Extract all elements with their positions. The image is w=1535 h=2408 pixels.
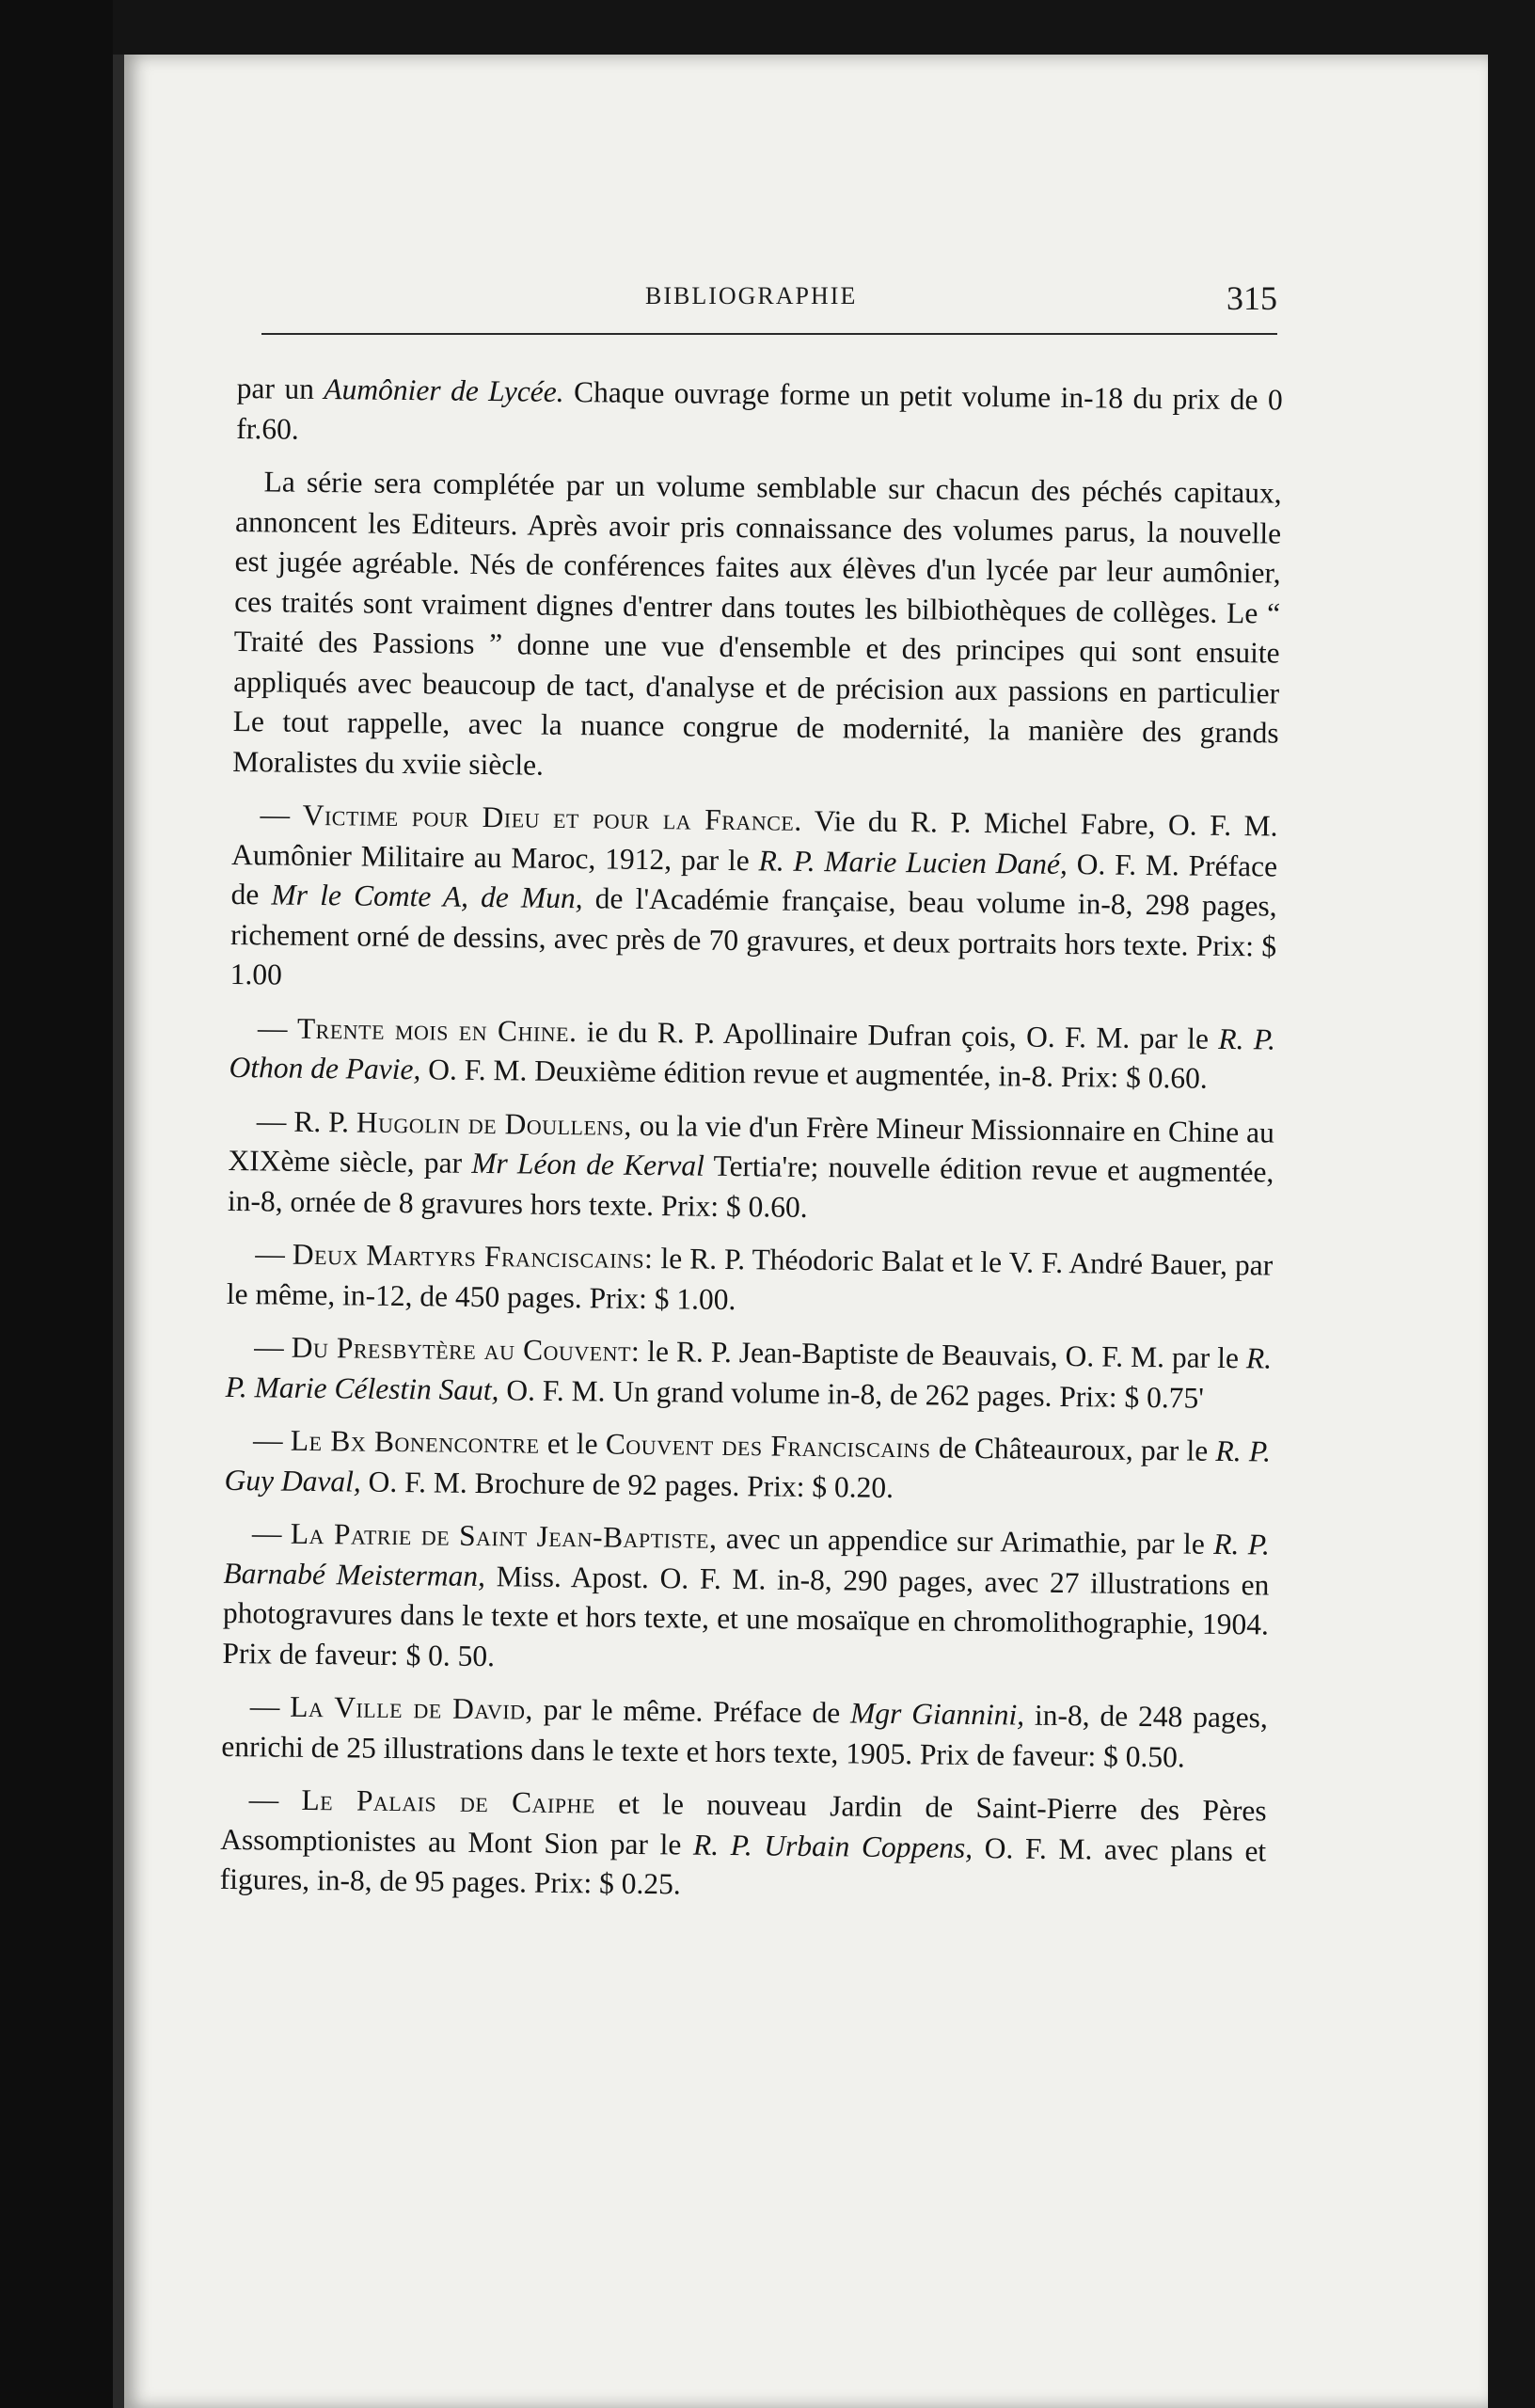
paragraph: [227, 1234, 1274, 1326]
paragraph: [221, 1687, 1268, 1779]
text-run: —: [248, 1782, 302, 1816]
text-run: ou la vie d'un Frère Mineur Missionnaire en Chine au XIXème siècle, par: [228, 1108, 1275, 1180]
text-run: Tertia're; nouvelle édition revue et augmentée, in-8, ornée de 8 gravures hors texte. Prix: $ 0.60.: [227, 1149, 1274, 1224]
entry-title: Couvent des Franciscains: [605, 1427, 931, 1465]
text-run: —: [257, 1010, 298, 1045]
text-run: et le: [539, 1426, 607, 1461]
entry-title: La Ville de David,: [290, 1689, 534, 1726]
text-run: le R. P. Jean-Baptiste de Beauvais, O. F. M. par le: [640, 1334, 1247, 1375]
author-name: R. P. Othon de Pavie,: [229, 1022, 1276, 1086]
paragraph: [229, 1007, 1275, 1100]
text-run: La série sera complétée par un volume semblable sur chacun des péchés capitaux, annoncent les Editeurs. Après avoir pris connaissance des volumes parus, la nouvelle est jugée agréable. Nés de conférences faites aux élèves d'un lycée par leur aumônier, ces traités sont vraiment dignes d'entrer dans toutes les bilbiothèques de collèges. Le “ Traité des Passions ” donne une vue d'ensemble et des principes qui sont ensuite appliqués avec beaucoup de tact, d'analyse et de précision aux passions en particulier Le tout rappelle, avec la nuance congrue de modernité, la manière des grands Moralistes du xviie siècle.: [232, 465, 1282, 782]
text-run: Miss. Apost. O. F. M. in-8, 290 pages, avec 27 illustrations en photogravures dans le texte et hors texte, et une mosaïque en chromolithographie, 1904. Prix de faveur: $ 0. 50.: [222, 1559, 1270, 1672]
text-run: —: [252, 1423, 292, 1457]
entry-title: Le Bx Bonencontre: [290, 1423, 540, 1460]
paragraph: [232, 462, 1282, 794]
paragraph: [236, 369, 1283, 461]
text-run: de l'Académie française, beau volume in-8, 298 pages, richement orné de dessins, avec près de 70 gravures, et deux portraits hors texte. Prix: $ 1.00: [229, 881, 1277, 991]
text-run: —: [260, 798, 303, 832]
paragraph: [229, 795, 1277, 1006]
text-run: O. F. M. Un grand volume in-8, de 262 pages. Prix: $ 0.75': [498, 1372, 1205, 1415]
text-run: et le nouveau Jardin de Saint-Pierre des Pères Assomptionistes au Mont Sion par le: [220, 1786, 1267, 1861]
paragraph: [225, 1327, 1272, 1419]
body-text: [219, 369, 1283, 1925]
entry-title: Du Presbytère au Couvent:: [291, 1330, 641, 1368]
text-run: Vie du R. P. Michel Fabre, O. F. M. Aumônier Militaire au Maroc, 1912, par le: [230, 803, 1278, 877]
text-run: O. F. M. Brochure de 92 pages. Prix: $ 0.20.: [360, 1465, 894, 1504]
paragraph: [224, 1420, 1271, 1513]
text-run: par un: [236, 371, 324, 406]
entry-title: Deux Martyrs Franciscains:: [292, 1237, 654, 1275]
paragraph: [222, 1513, 1270, 1686]
text-run: ie du R. P. Apollinaire Dufran çois, O. F. M. par le: [577, 1014, 1219, 1055]
text-run: — R. P.: [256, 1103, 357, 1138]
running-title: BIBLIOGRAPHIE: [645, 282, 858, 309]
author-name: R. P. Marie Célestin Saut,: [225, 1341, 1273, 1406]
scanner-background: [0, 0, 113, 2408]
author-name: R. P. Guy Daval,: [224, 1434, 1272, 1498]
paragraph: [228, 1101, 1274, 1232]
author-name: Mr Léon de Kerval: [471, 1146, 705, 1182]
author-name: Mgr Giannini,: [849, 1696, 1025, 1732]
text-run: O. F. M. avec plans et figures, in-8, de 95 pages. Prix: $ 0.25.: [219, 1830, 1267, 1901]
text-run: in-8, de 248 pages, enrichi de 25 illustrations dans le texte et hors texte, 1905. Prix de faveur: $ 0.50.: [221, 1698, 1269, 1774]
entry-title: Le Palais de Caiphe: [301, 1782, 596, 1820]
text-run: avec un appendice sur Arimathie, par le: [717, 1521, 1214, 1560]
text-run: par le même. Préface de: [532, 1692, 851, 1730]
entry-title: La Patrie de Saint Jean-Baptiste,: [290, 1516, 718, 1555]
header-rule: [261, 333, 1277, 335]
text-run: —: [255, 1237, 293, 1271]
entry-title: Trente mois en Chine.: [296, 1011, 578, 1048]
text-run: O. F. M. Deuxième édition revue et augmentée, in-8. Prix: $ 0.60.: [420, 1053, 1208, 1095]
text-run: —: [249, 1689, 291, 1723]
author-name: R. P. Barnabé Meisterman,: [223, 1527, 1271, 1592]
author-name: R. P. Urbain Coppens,: [692, 1828, 973, 1864]
text-run: le R. P. Théodoric Balat et le V. F. André Bauer, par le même, in-12, de 450 pages. Prix: $ 1.00.: [226, 1242, 1274, 1316]
paragraph: [220, 1780, 1267, 1911]
author-name: R. P. Marie Lucien Dané,: [758, 843, 1068, 880]
text-run: de Châteauroux, par le: [930, 1431, 1216, 1467]
author-name: Mr le Comte A, de Mun,: [271, 878, 583, 915]
text-run: —: [251, 1516, 292, 1550]
page-header: [261, 273, 1277, 348]
text-run: Chaque ouvrage forme un petit volume in-18 du prix de 0 fr.60.: [236, 374, 1283, 446]
text-run: O. F. M. Préface de: [230, 847, 1278, 911]
entry-title: Victime pour Dieu et pour la France.: [302, 798, 802, 837]
text-run: —: [254, 1330, 292, 1364]
entry-title: Hugolin de Doullens,: [356, 1104, 633, 1142]
author-name: Aumônier de Lycée.: [324, 372, 564, 408]
page-number: 315: [1226, 279, 1277, 317]
